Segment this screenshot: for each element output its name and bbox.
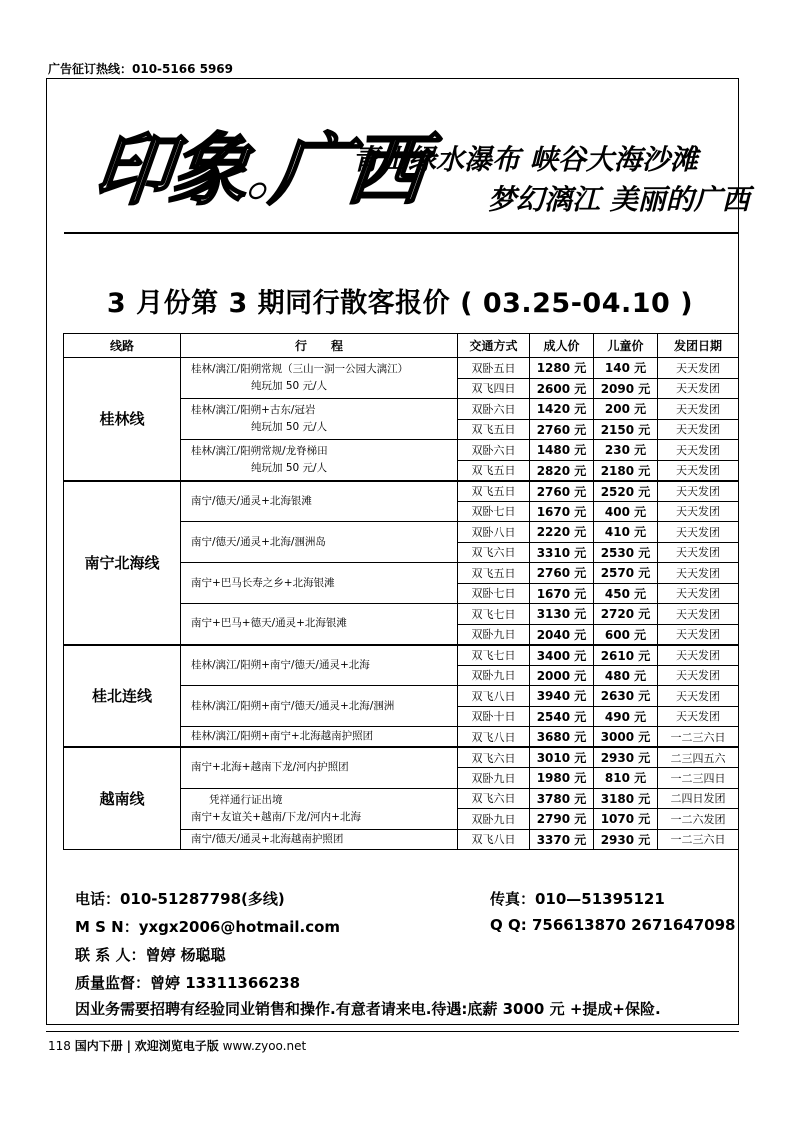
child-price-cell: 3180 元 (594, 788, 658, 809)
departure-date-cell: 天天发团 (658, 665, 739, 686)
transport-cell: 双卧七日 (458, 501, 530, 522)
child-price-cell: 2720 元 (594, 604, 658, 625)
itinerary-cell (181, 481, 458, 522)
child-price-cell: 2930 元 (594, 747, 658, 768)
table-row (64, 645, 739, 666)
itinerary-cell (181, 604, 458, 645)
itinerary-text: 桂林/漓江/阳朔+古东/冠岩 (191, 404, 316, 416)
adult-price-cell: 2040 元 (530, 624, 594, 645)
departure-date-cell: 天天发团 (658, 624, 739, 645)
quality-supervision: 质量监督：曾婷 13311366238 (75, 974, 301, 992)
child-price-cell: 400 元 (594, 501, 658, 522)
departure-date-cell: 天天发团 (658, 563, 739, 584)
adult-price-cell: 1480 元 (530, 440, 594, 461)
transport-cell: 双卧六日 (458, 399, 530, 420)
itinerary-cell (181, 440, 458, 481)
adult-price-cell: 3400 元 (530, 645, 594, 666)
transport-cell: 双卧九日 (458, 768, 530, 789)
departure-date-cell: 一二三六日 (658, 727, 739, 748)
itinerary-cell (181, 399, 458, 440)
adult-price-cell: 2540 元 (530, 706, 594, 727)
child-price-cell: 810 元 (594, 768, 658, 789)
adult-price-cell: 2760 元 (530, 563, 594, 584)
itinerary-text: 凭祥通行证出境 (209, 793, 283, 806)
price-table (63, 333, 739, 850)
child-price-cell: 410 元 (594, 522, 658, 543)
departure-date-cell: 天天发团 (658, 542, 739, 563)
adult-price-cell: 1670 元 (530, 501, 594, 522)
child-price-cell: 1070 元 (594, 809, 658, 830)
child-price-cell: 2930 元 (594, 829, 658, 850)
transport-cell: 双卧七日 (458, 583, 530, 604)
adult-price-cell: 1980 元 (530, 768, 594, 789)
adult-price-cell: 2760 元 (530, 419, 594, 440)
departure-date-cell: 天天发团 (658, 706, 739, 727)
route-line-name: 桂林线 (64, 358, 181, 481)
child-price-cell: 2520 元 (594, 481, 658, 502)
itinerary-cell (181, 747, 458, 788)
departure-date-cell: 天天发团 (658, 522, 739, 543)
transport-cell: 双飞六日 (458, 542, 530, 563)
contact-msn: M S N：yxgx2006@hotmail.com (75, 918, 341, 936)
departure-date-cell: 一二三六日 (658, 829, 739, 850)
itinerary-cell (181, 563, 458, 604)
child-price-cell: 450 元 (594, 583, 658, 604)
header-itinerary: 行 程 (181, 334, 458, 358)
transport-cell: 双飞四日 (458, 378, 530, 399)
adult-price-cell: 2600 元 (530, 378, 594, 399)
adult-price-cell: 2790 元 (530, 809, 594, 830)
adult-price-cell: 1670 元 (530, 583, 594, 604)
table-row (64, 747, 739, 768)
header-transport: 交通方式 (458, 334, 530, 358)
table-row (64, 481, 739, 502)
departure-date-cell: 二三四五六 (658, 747, 739, 768)
transport-cell: 双飞六日 (458, 747, 530, 768)
page-title: 3 月份第 3 期同行散客报价 ( 03.25-04.10 ) (106, 288, 694, 319)
itinerary-cell (181, 522, 458, 563)
itinerary-cell (181, 645, 458, 686)
child-price-cell: 2090 元 (594, 378, 658, 399)
itinerary-text: 南宁+巴马+德天/通灵+北海银滩 (191, 617, 347, 630)
footer-welcome: 欢迎浏览电子版 (134, 1039, 219, 1053)
recruitment-notice: 因业务需要招聘有经验同业销售和操作.有意者请来电.待遇:底薪 3000 元 +提成+保险. (75, 1000, 661, 1018)
route-line-name: 桂北连线 (64, 645, 181, 748)
itinerary-text: 桂林/漓江/阳朔常规（三山一洞一公园大漓江） (191, 363, 409, 375)
contact-people: 联 系 人：曾婷 杨聪聪 (75, 946, 226, 964)
route-line-name: 南宁北海线 (64, 481, 181, 645)
logo-impression-guangxi: 印象.广西 (89, 125, 429, 216)
itinerary-text: 桂林/漓江/阳朔+南宁/德天/通灵+北海 (191, 658, 370, 671)
itinerary-text: 南宁+北海+越南下龙/河内护照团 (191, 761, 349, 774)
transport-cell: 双卧九日 (458, 665, 530, 686)
departure-date-cell: 天天发团 (658, 399, 739, 420)
transport-cell: 双飞六日 (458, 788, 530, 809)
adult-price-cell: 3940 元 (530, 686, 594, 707)
itinerary-cell (181, 788, 458, 829)
transport-cell: 双飞五日 (458, 563, 530, 584)
header-adult-price: 成人价 (530, 334, 594, 358)
itinerary-text: 桂林/漓江/阳朔+南宁/德天/通灵+北海/涠洲 (191, 699, 395, 712)
child-price-cell: 2610 元 (594, 645, 658, 666)
adult-price-cell: 3680 元 (530, 727, 594, 748)
route-line-name: 越南线 (64, 747, 181, 850)
contact-fax: 传真：010—51395121 (490, 890, 665, 908)
adult-price-cell: 3130 元 (530, 604, 594, 625)
page-footer (48, 1037, 306, 1054)
departure-date-cell: 二四日发团 (658, 788, 739, 809)
adult-price-cell: 2000 元 (530, 665, 594, 686)
header-child-price: 儿童价 (594, 334, 658, 358)
header-route-line: 线路 (64, 334, 181, 358)
transport-cell: 双卧九日 (458, 809, 530, 830)
adult-price-cell: 3780 元 (530, 788, 594, 809)
child-price-cell: 2150 元 (594, 419, 658, 440)
adult-price-cell: 2820 元 (530, 460, 594, 481)
itinerary-cell (181, 829, 458, 850)
child-price-cell: 490 元 (594, 706, 658, 727)
departure-date-cell: 天天发团 (658, 686, 739, 707)
transport-cell: 双飞八日 (458, 686, 530, 707)
itinerary-cell (181, 686, 458, 727)
transport-cell: 双卧六日 (458, 440, 530, 461)
slogan-line-2: 梦幻漓江 美丽的广西 (488, 183, 750, 216)
transport-cell: 双飞五日 (458, 460, 530, 481)
itinerary-text: 南宁/德天/通灵+北海/涠洲岛 (191, 535, 326, 548)
contact-qq: Q Q: 756613870 2671647098 (490, 916, 736, 934)
child-price-cell: 140 元 (594, 358, 658, 379)
departure-date-cell: 天天发团 (658, 583, 739, 604)
departure-date-cell: 天天发团 (658, 378, 739, 399)
itinerary-text: 桂林/漓江/阳朔常规/龙脊梯田 (191, 444, 328, 457)
header-departure-date: 发团日期 (658, 334, 739, 358)
child-price-cell: 200 元 (594, 399, 658, 420)
child-price-cell: 3000 元 (594, 727, 658, 748)
itinerary-text: 桂林/漓江/阳朔+南宁+北海越南护照团 (191, 730, 374, 742)
adult-price-cell: 1280 元 (530, 358, 594, 379)
footer-separator: | (126, 1039, 131, 1053)
adult-price-cell: 3370 元 (530, 829, 594, 850)
transport-cell: 双卧九日 (458, 624, 530, 645)
departure-date-cell: 天天发团 (658, 419, 739, 440)
departure-date-cell: 天天发团 (658, 358, 739, 379)
header-divider (64, 232, 739, 234)
itinerary-surcharge: 纯玩加 50 元/人 (251, 461, 328, 474)
child-price-cell: 2570 元 (594, 563, 658, 584)
adult-price-cell: 2220 元 (530, 522, 594, 543)
page-number: 118 (48, 1039, 71, 1053)
footer-url[interactable]: www.zyoo.net (222, 1039, 307, 1053)
child-price-cell: 600 元 (594, 624, 658, 645)
itinerary-text: 南宁+巴马长寿之乡+北海银滩 (191, 576, 335, 589)
departure-date-cell: 天天发团 (658, 501, 739, 522)
transport-cell: 双飞八日 (458, 727, 530, 748)
child-price-cell: 480 元 (594, 665, 658, 686)
transport-cell: 双飞七日 (458, 645, 530, 666)
transport-cell: 双飞五日 (458, 419, 530, 440)
table-header-row (64, 334, 739, 358)
slogan-line-1: 青山绿水瀑布 峡谷大海沙滩 (352, 143, 698, 176)
departure-date-cell: 一二三四日 (658, 768, 739, 789)
adult-price-cell: 2760 元 (530, 481, 594, 502)
footer-divider (46, 1031, 739, 1032)
transport-cell: 双卧十日 (458, 706, 530, 727)
adult-price-cell: 3310 元 (530, 542, 594, 563)
transport-cell: 双飞八日 (458, 829, 530, 850)
departure-date-cell: 天天发团 (658, 604, 739, 625)
adult-price-cell: 1420 元 (530, 399, 594, 420)
departure-date-cell: 天天发团 (658, 481, 739, 502)
itinerary-text: 南宁/德天/通灵+北海越南护照团 (191, 832, 344, 845)
adult-price-cell: 3010 元 (530, 747, 594, 768)
departure-date-cell: 一二六发团 (658, 809, 739, 830)
itinerary-cell (181, 727, 458, 748)
transport-cell: 双卧五日 (458, 358, 530, 379)
child-price-cell: 2530 元 (594, 542, 658, 563)
contact-phone: 电话：010-51287798(多线) (75, 890, 285, 908)
departure-date-cell: 天天发团 (658, 440, 739, 461)
itinerary-text-2: 南宁+友谊关+越南/下龙/河内+北海 (191, 810, 361, 823)
transport-cell: 双卧八日 (458, 522, 530, 543)
transport-cell: 双飞七日 (458, 604, 530, 625)
child-price-cell: 2180 元 (594, 460, 658, 481)
departure-date-cell: 天天发团 (658, 645, 739, 666)
ad-hotline: 广告征订热线：010-5166 5969 (48, 62, 234, 76)
transport-cell: 双飞五日 (458, 481, 530, 502)
departure-date-cell: 天天发团 (658, 460, 739, 481)
itinerary-surcharge: 纯玩加 50 元/人 (251, 380, 328, 392)
itinerary-cell (181, 358, 458, 399)
child-price-cell: 2630 元 (594, 686, 658, 707)
itinerary-text: 南宁/德天/通灵+北海银滩 (191, 494, 312, 507)
child-price-cell: 230 元 (594, 440, 658, 461)
section-name: 国内下册 (74, 1039, 123, 1053)
itinerary-surcharge: 纯玩加 50 元/人 (251, 421, 328, 433)
table-row (64, 358, 739, 379)
